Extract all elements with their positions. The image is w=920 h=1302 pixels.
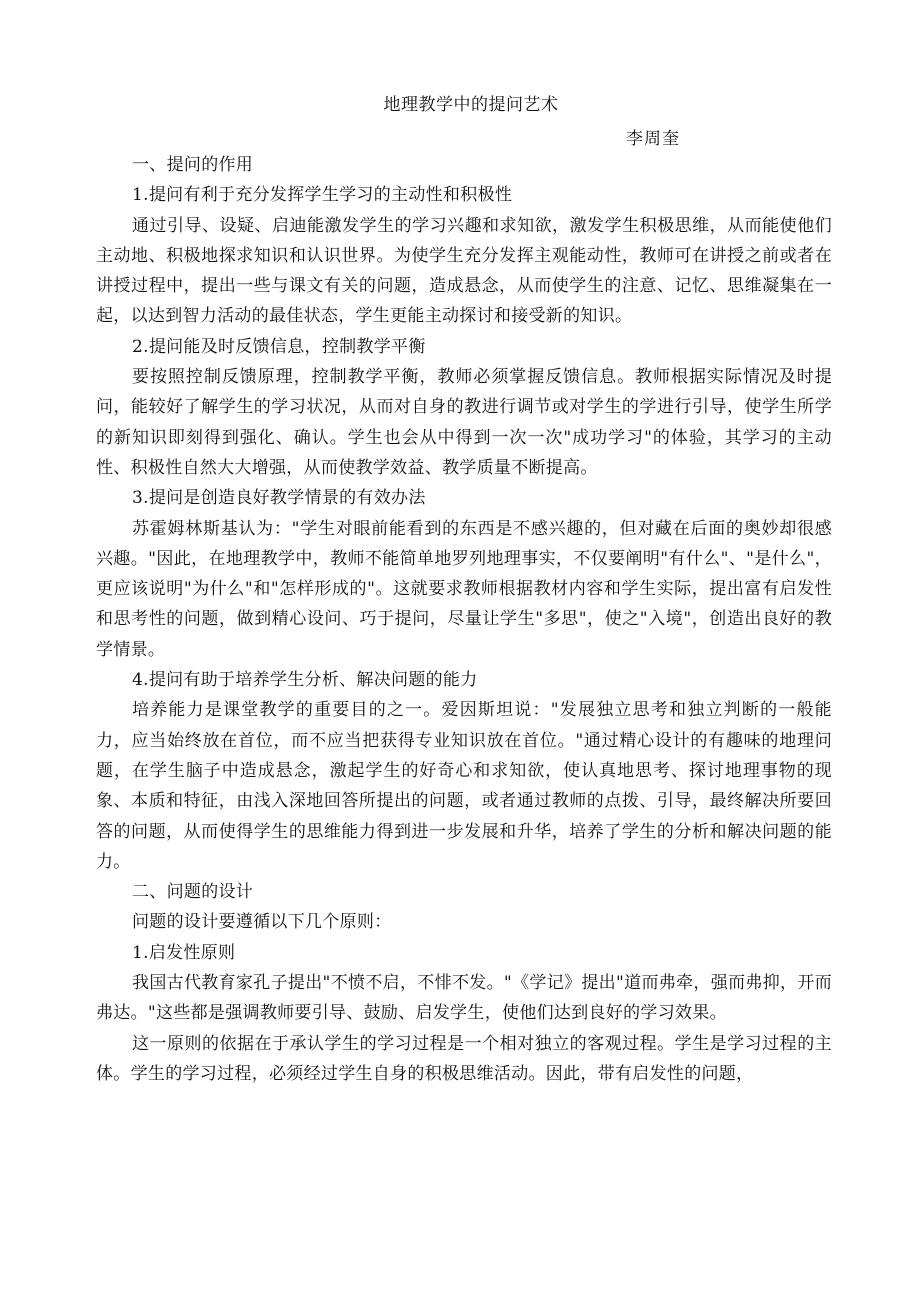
body-paragraph: 这一原则的依据在于承认学生的学习过程是一个相对独立的客观过程。学生是学习过程的主体。学生的学习过程，必须经过学生自身的积极思维活动。因此，带有启发性的问题， xyxy=(96,1033,832,1084)
section-heading: 二、问题的设计 xyxy=(132,882,254,903)
subsection-heading: 2.提问能及时反馈信息，控制教学平衡 xyxy=(132,336,426,357)
document-title: 地理教学中的提问艺术 xyxy=(383,95,559,115)
body-paragraph: 培养能力是课堂教学的重要目的之一。爱因斯坦说："发展独立思考和独立判断的一般能力，应当始终放在首位，而不应当把获得专业知识放在首位。"通过精心设计的有趣味的地理问题，在学生脑子中造成悬念，激起学生的好奇心和求知欲，使认真地思考、探讨地理事物的现象、本质和特征，由浅入深地回答所提出的问题，或者通过教师的点拨、引导，最终解决所要回答的问题，从而使得学生的思维能力得到进一步发展和升华，培养了学生的分析和解决问题的能力。 xyxy=(96,700,832,872)
section-heading: 一、提问的作用 xyxy=(132,155,254,175)
intro-line: 问题的设计要遵循以下几个原则： xyxy=(132,912,392,933)
subsection-heading: 1.提问有利于充分发挥学生学习的主动性和积极性 xyxy=(132,185,513,206)
body-paragraph: 通过引导、设疑、启迪能激发学生的学习兴趣和求知欲，激发学生积极思维，从而能使他们主动地、积极地探求知识和认识世界。为使学生充分发挥主观能动性，教师可在讲授之前或者在讲授过程中，提出一些与课文有关的问题，造成悬念，从而使学生的注意、记忆、思维凝集在一起，以达到智力活动的最佳状态，学生更能主动探讨和接受新的知识。 xyxy=(96,215,832,327)
subsection-heading: 1.启发性原则 xyxy=(132,942,236,963)
body-paragraph: 要按照控制反馈原理，控制教学平衡，教师必须掌握反馈信息。教师根据实际情况及时提问，能较好了解学生的学习状况，从而对自身的教进行调节或对学生的学进行引导，使学生所学的新知识即刻得到强化、确认。学生也会从中得到一次一次"成功学习"的体验，其学习的主动性、积极性自然大大增强，从而使教学效益、教学质量不断提高。 xyxy=(96,367,832,478)
body-paragraph: 苏霍姆林斯基认为："学生对眼前能看到的东西是不感兴趣的，但对藏在后面的奥妙却很感兴趣。"因此，在地理教学中，教师不能简单地罗列地理事实，不仅要阐明"有什么"、"是什么"，更应该说明"为什么"和"怎样形成的"。这就要求教师根据教材内容和学生实际，提出富有启发性和思考性的问题，做到精心设问、巧于提问，尽量让学生"多思"，使之"入境"，创造出良好的教学情景。 xyxy=(96,518,832,660)
subsection-heading: 4.提问有助于培养学生分析、解决问题的能力 xyxy=(132,670,478,691)
author-name: 李周奎 xyxy=(626,129,680,149)
subsection-heading: 3.提问是创造良好教学情景的有效办法 xyxy=(132,488,426,509)
document-body xyxy=(96,150,832,1089)
body-paragraph: 我国古代教育家孔子提出"不愤不启，不悱不发。"《学记》提出"道而弗牵，强而弗抑，开而弗达。"这些都是强调教师要引导、鼓励、启发学生，使他们达到良好的学习效果。 xyxy=(96,973,832,1024)
